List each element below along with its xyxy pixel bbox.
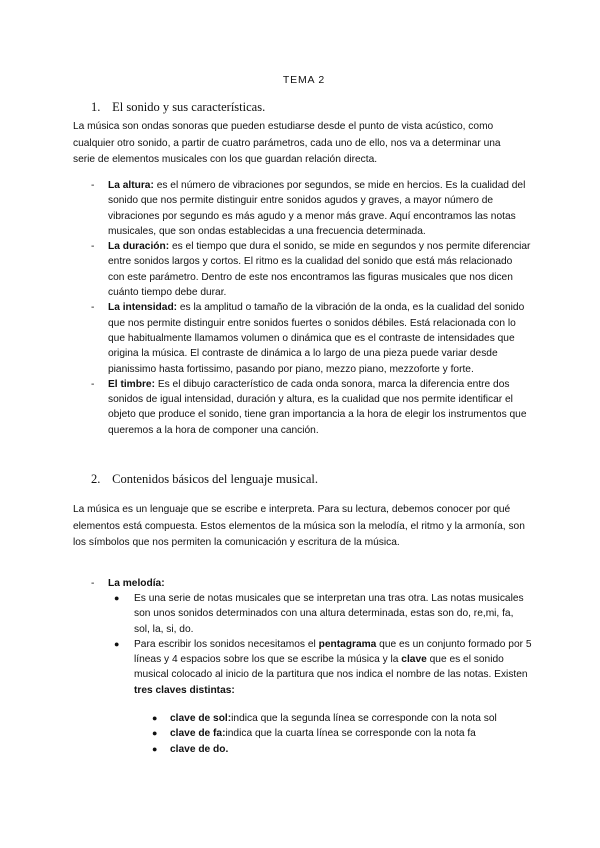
section-1-heading [91,100,265,115]
section-2-number: 2. [91,472,101,486]
clave-term: clave de do. [170,743,229,755]
item-text: es la amplitud o tamaño de la vibración de la onda, es la cualidad del sonido que nos permite distinguir entre sonidos fuertes o sonidos débiles. Está relacionada con lo que habitualmente llamamos volumen o dinámica que es el contraste de intensidades que origina la música. El contraste de dinámica a lo largo de una pieza puede variar desde pianissimo hasta fortissimo, pasando por piano, mezzo piano, mezzoforte y forte. [108,302,525,375]
bullet-icon: ● [152,743,158,754]
section-2-title: Contenidos básicos del lenguaje musical. [112,472,318,486]
document-title: TEMA 2 [282,74,326,86]
parameters-list [91,178,531,438]
section-1-intro: La música son ondas sonoras que pueden estudiarse desde el punto de vista acústico, como cualquier otro sonido, a partir de cuatro parámetros, cada uno de ello, nos va a determinar una serie de elementos musicales con los que guardan relación directa. [73,121,501,165]
list-item [152,711,532,726]
bullet-icon: ● [152,728,158,739]
melodia-term: La melodía: [108,578,165,589]
item-text: es el número de vibraciones por segundos, se mide en hercios. Es la cualidad del sonido que nos permite distinguir entre sonidos agudos y graves, a mayor número de vibraciones por segundo es más agudo y a menor más grave. Aquí encontramos las notas musicales, que son ondas establecidas a una frecuencia determinada. [108,180,526,237]
list-item: ● Para escribir los sonidos necesitamos el pentagrama que es un conjunto formado por 5 líneas y 4 espacios sobre los que se escribe la música y la clave que es el sonido musical colocado al inicio de la partitura que nos indica el nombre de las notas. Existen tres claves distintas: [114,638,532,696]
list-item: - La duración: es el tiempo que dura el sonido, se mide en segundos y nos permite diferenciar entre sonidos largos y cortos. El ritmo es la cualidad del sonido que está más relacionado con este parámetro. Dentro de este nos encontramos las figuras musicales que nos dicen cuánto tiempo debe durar. [91,241,531,299]
claves-list [152,711,532,757]
list-item [152,726,532,741]
item-text: Es el dibujo característico de cada onda sonora, marca la diferencia entre dos sonidos de igual intensidad, duración y altura, es la cualidad que nos permite identificar el objeto que produce el sonido, tiene gran importancia a la hora de elegir los instrumentos que queremos a la hora de componer una canción. [108,378,527,436]
bullet-icon: ● [152,713,158,723]
item-term: La intensidad: [108,302,178,314]
clave-text: indica que la cuarta línea se corresponde con la nota fa [225,728,476,740]
list-item [112,591,532,637]
item-term: El timbre: [108,378,155,390]
clave-term: clave de sol: [170,713,232,724]
item-term: La duración: [108,241,170,253]
clave-text: indica que la segunda línea se corresponde con la nota sol [231,713,497,724]
bullet-icon: ● [114,638,120,649]
list-item: - El timbre: Es el dibujo característico de cada onda sonora, marca la diferencia entre dos sonidos de igual intensidad, duración y altura, es la cualidad que nos permite identificar el objeto que produce el sonido, tiene gran importancia a la hora de elegir los instrumentos que queremos a la hora de componer una canción. [91,378,527,436]
melodia-bullets [112,591,532,698]
list-item: - La intensidad: es la amplitud o tamaño de la vibración de la onda, es la cualidad del sonido que nos permite distinguir entre sonidos fuertes o sonidos débiles. Está relacionada con lo que habitualmente llamamos volumen o dinámica que es el contraste de intensidades que origina la música. El contraste de dinámica a lo largo de una pieza puede variar desde pianissimo hasta fortissimo, pasando por piano, mezzo piano, mezzoforte y forte. [91,302,525,375]
clave-term: clave de fa: [170,728,226,740]
bullet-icon: ● [114,593,120,603]
section-2-heading [91,472,318,487]
item-term: La altura: [108,180,154,191]
list-item: - La altura: es el número de vibraciones por segundos, se mide en hercios. Es la cualidad del sonido que nos permite distinguir entre sonidos agudos y graves, a mayor número de vibraciones por segundo es más agudo y a menor más grave. Aquí encontramos las notas musicales, que son ondas establecidas a una frecuencia determinada. [91,180,526,237]
bullet-text: Es una serie de notas musicales que se interpretan una tras otra. Las notas musicales son unos sonidos determinados con una altura determinada, estas son do, re,mi, fa, sol, la, si, do. [134,593,524,635]
list-item: - La melodía: [91,578,165,589]
melodia-list [91,576,531,591]
section-2-intro: La música es un lenguaje que se escribe e interpreta. Para su lectura, debemos conocer por qué elementos está compuesta. Estos elementos de la música son la melodía, el ritmo y la armonía, son los símbolos que nos permiten la comunicación y escritura de la música. [73,504,525,548]
section-1-number: 1. [91,100,101,114]
list-item [152,742,532,757]
item-text: es el tiempo que dura el sonido, se mide en segundos y nos permite diferenciar entre sonidos largos y cortos. El ritmo es la cualidad del sonido que está más relacionado con este parámetro. Dentro de este nos encontramos las figuras musicales que nos dicen cuánto tiempo debe durar. [108,241,531,299]
section-1-title: El sonido y sus características. [112,100,266,114]
